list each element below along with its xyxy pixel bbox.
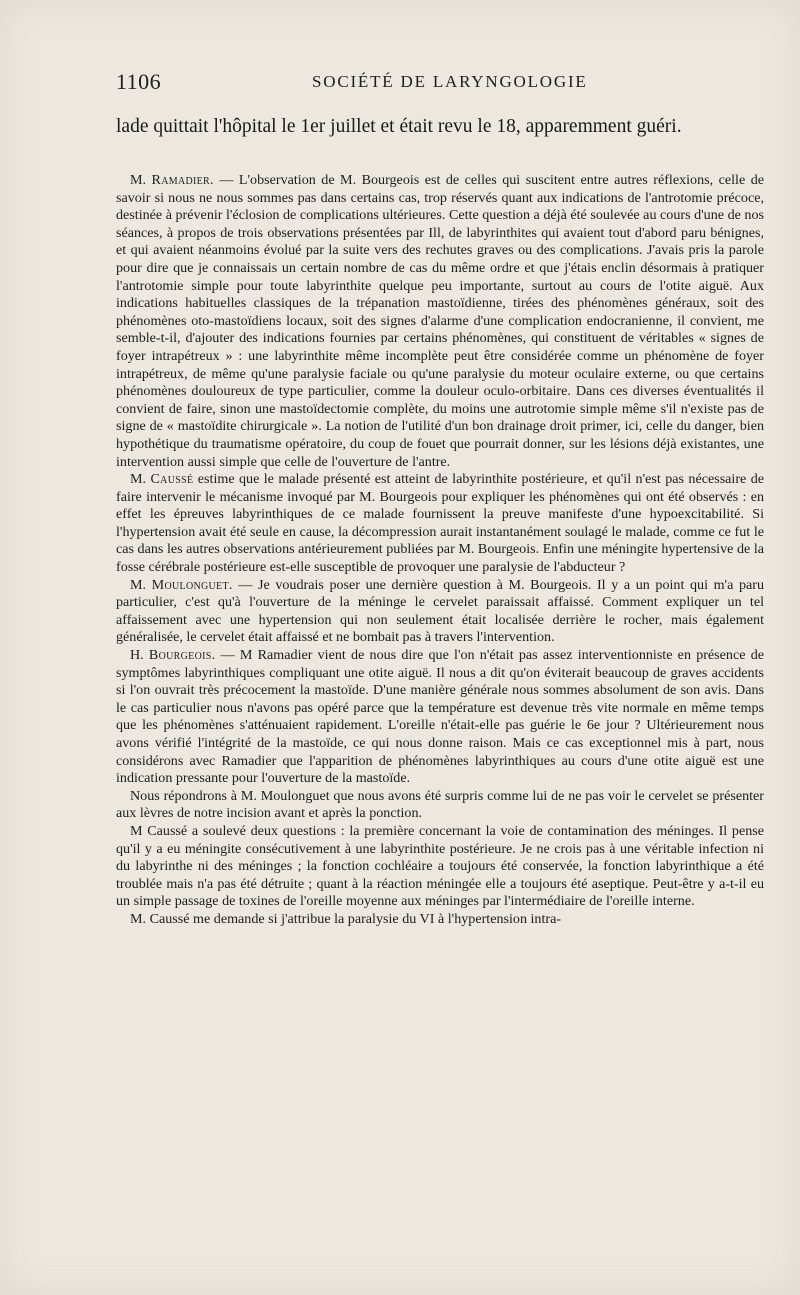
page-number: 1106 <box>116 69 162 94</box>
speaker-name: Caussé <box>150 471 194 488</box>
paragraph-text: M. Caussé me demande si j'attribue la paralysie du VI à l'hypertension intra- <box>130 910 562 927</box>
paragraph-causse <box>116 471 764 577</box>
discussion-text <box>116 172 764 929</box>
speaker-initial: H. <box>130 647 144 664</box>
speaker-name: Moulonguet. <box>151 576 233 593</box>
paragraph-text: Nous répondrons à M. Moulonguet que nous avons été surpris comme lui de ne pas voir le cervelet se présenter aux lèvres de notre incision avant et après la ponction. <box>116 787 764 822</box>
speaker-initial: M. <box>130 172 147 188</box>
paragraph-final <box>116 911 764 929</box>
paragraph-text: — Je voudrais poser une dernière question à M. Bourgeois. Il y a un point qui m'a paru particulier, c'est qu'à l'ouverture de la méninge le cervelet paraissait affaissé. Comment expliquer un tel affaissement avec une hypertension qui non seulement était localisée derrière le rocher, mais également généralisée, le cervelet était affaissé et ne bombait pas à travers l'intervention. <box>116 576 764 646</box>
intro-paragraph: lade quittait l'hôpital le 1er juillet et était revu le 18, apparemment guéri. <box>116 116 682 137</box>
speaker-name: Ramadier. <box>151 172 214 188</box>
paragraph-text: M Caussé a soulevé deux questions : la première concernant la voie de contamination des méninges. Il pense qu'il y a eu méningite consécutivement à une labyrinthite postérieure. Je ne crois pas à une véritable infection ni du labyrinthe ni des méninges ; la fonction cochléaire a toujours été conservée, la fonction labyrinthique a été troublée mais n'a pas été détruite ; quant à la réaction méningée elle a toujours été aseptique. Peut-être y a-t-il eu un simple passage de toxines de l'oreille moyenne aux méninges par l'intermédiaire de l'oreille interne. <box>116 822 764 910</box>
paragraph-ramadier <box>116 172 764 471</box>
paragraph-text: — M Ramadier vient de nous dire que l'on n'était pas assez interventionniste en présence de symptômes labyrinthiques compliquant une otite aiguë. Il nous a dit qu'on éviterait beaucoup de graves accidents si l'on ouvrait très précocement la mastoïde. D'une manière générale nous sommes absolument de son avis. Dans le cas particulier nous n'avons pas opéré parce que la température est devenue très vite normale en même temps que les phénomènes s'atténuaient rapidement. L'oreille n'était-elle pas guérie le 6e jour ? Ultérieurement nous avons vérifié l'intégrité de la mastoïde, ce qui nous donne raison. Mais ce cas exceptionnel mis à part, nous considérons avec Ramadier que l'apparition de phénomènes labyrinthiques au cours d'une otite aiguë est une indication pressante pour l'ouverture de la mastoïde. <box>116 647 764 787</box>
running-title: SOCIÉTÉ DE LARYNGOLOGIE <box>312 72 588 91</box>
paragraph-text: estime que le malade présenté est atteint de labyrinthite postérieure, et qu'il n'est pas nécessaire de faire intervenir le mécanisme invoqué par M. Bourgeois pour expliquer les phénomènes qui ont été observés : en effet les épreuves labyrinthiques de ce malade fournissent la preuve manifeste d'une hypoexcitabilité. Si l'hypertension avait été seule en cause, la décompression aurait instantanément soulagé le malade, comme ce fut le cas dans les autres observations antérieurement publiées par M. Bourgeois. Enfin une méningite hypertensive de la fosse cérébrale postérieure est-elle susceptible de provoquer une paralysie de l'abducteur ? <box>116 471 765 576</box>
paragraph-bourgeois <box>116 647 764 788</box>
paragraph-moulonguet <box>116 577 764 647</box>
speaker-initial: M. <box>130 576 147 593</box>
paragraph-reply-causse <box>116 823 764 911</box>
paragraph-reply-moulonguet <box>116 788 764 823</box>
speaker-initial: M. <box>130 471 147 488</box>
paragraph-text: — L'observation de M. Bourgeois est de celles qui suscitent entre autres réflexions, celle de savoir si nous ne nous sommes pas dans certains cas, trop réservés quant aux indications de l'antrotomie précoce, destinée à prévenir l'éclosion de complications ultérieures. Cette question a déjà été soulevée au cours d'une de nos séances, à propos de trois observations présentées par Ill, de labyrinthites qui avaient tout d'abord paru bénignes, et qui avaient néanmoins évolué par la suite vers des rechutes graves ou des complications. J'avais pris la parole pour dire que je connaissais un certain nombre de cas du même ordre et que j'étais enclin désormais à pratiquer l'antrotomie simple pour toute labyrinthite quelque peu importante, surtout au cours de l'otite aiguë. Aux indications habituelles classiques de la trépanation mastoïdienne, tirées des phénomènes généraux, soit des phénomènes oto-mastoïdiens locaux, soit des signes d'alarme d'une complication endocranienne, il convient, me semble-t-il, d'ajouter des indications fournies par certains phénomènes, qui constituent de véritables « signes de foyer intrapétreux » : une labyrinthite même incomplète peut être considérée comme un phénomène de foyer intrapétreux, de même qu'une paralysie faciale ou qu'une paralysie du moteur oculaire externe, ou que certains phénomènes douloureux de type particulier, comme la douleur oculo-orbitaire. Dans ces diverses éventualités il convient de faire, sinon une mastoïdectomie complète, du moins une autrotomie simple même s'il n'existe pas de signe de « mastoïdite chirurgicale ». La notion de l'utilité d'un bon drainage droit primer, ici, celle du danger, bien hypothétique du traumatisme opératoire, du coup de fouet que pourrait donner, sur les lésions déjà existantes, une intervention aussi simple que celle de l'ouverture de l'antre. <box>116 172 764 470</box>
speaker-name: Bourgeois. <box>148 647 216 664</box>
page-header <box>116 69 760 103</box>
